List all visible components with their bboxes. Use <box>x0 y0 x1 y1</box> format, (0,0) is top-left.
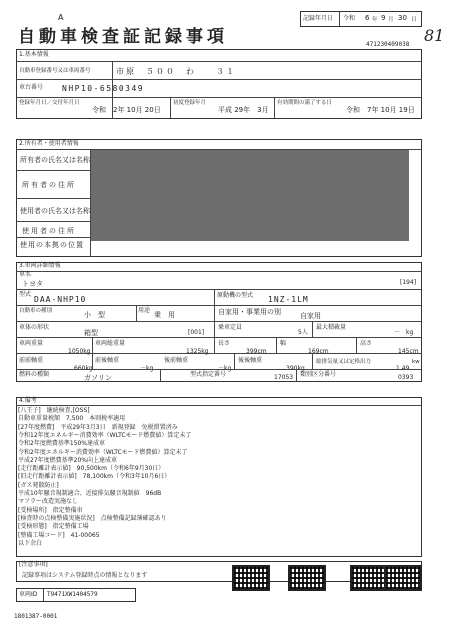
remark-line: マフラー改造実施なし <box>18 498 79 506</box>
sec2-title: 2.所有者・使用者情報 <box>19 140 79 147</box>
qr-code-icon <box>350 565 388 591</box>
remark-line: 平成27年度燃費基準20%向上達成車 <box>18 456 117 464</box>
record-date-year: 6 <box>365 14 370 22</box>
notes-title: [注意事項] <box>19 561 48 568</box>
width-value: 169cm <box>308 348 329 355</box>
sec4-title: 4.備考 <box>19 397 37 404</box>
chassis-number: NHP10-6580349 <box>62 84 145 93</box>
document-code: 471230409038 <box>366 41 410 48</box>
remark-line: [検査時の点検整備実施状況] 点検整備記録簿確認あり <box>18 514 167 522</box>
fr-value: －kg <box>140 365 154 372</box>
type-number: 17053 <box>274 374 294 381</box>
purpose-value: 自家用 <box>300 312 321 320</box>
rf-value: －kg <box>218 365 232 372</box>
maker-code: [194] <box>400 279 417 286</box>
model-value: DAA-NHP10 <box>34 295 87 304</box>
length-value: 399cm <box>246 348 267 355</box>
first-registration: 平成 29年 3月 <box>218 106 269 114</box>
record-date-label: 記録年月日 <box>303 15 334 22</box>
notes-text: 記録事項はシステム登録時点の情報となります <box>22 572 148 579</box>
document-title: 自動車検査証記録事項 <box>18 27 228 47</box>
vehicle-id-label: 車両ID <box>19 591 38 598</box>
remark-line: 平成10年騒音規制適合、近接排気騒音規制値 96dB <box>18 490 162 497</box>
owner-redaction <box>91 150 409 241</box>
use-value: 乗 用 <box>154 311 175 319</box>
registration-number: 市原 ５００ わ ３１ <box>116 67 236 76</box>
remark-line: 令和2年度燃費基準150%達成車 <box>18 440 105 448</box>
vehicle-id-box <box>16 588 136 602</box>
shape-value: 箱型 <box>84 329 98 337</box>
qr-code-icon <box>232 565 270 591</box>
engine-value: 1NZ-1LM <box>268 295 309 304</box>
kind-value: 小 型 <box>84 311 105 319</box>
height-value: 145cm <box>398 348 419 355</box>
letter-a: A <box>58 13 64 22</box>
remark-line: [受検場所] 指定整備車 <box>18 506 83 514</box>
remark-line: [27年度燃費] 平成29年3月3日 新規登録 免税措置済み <box>18 423 178 431</box>
record-date-day: 30 <box>398 14 407 22</box>
qr-code-icon <box>384 565 422 591</box>
remark-line: [整備工場コード] 41-00065 <box>18 531 100 539</box>
remark-line: 令和12年度エネルギー消費効率（WLTCモード燃費値）算定未了 <box>18 431 192 439</box>
ff-value: 660kg <box>74 365 93 372</box>
handwritten-mark: 81 <box>424 26 445 45</box>
rr-value: 390kg <box>286 365 305 372</box>
vehicle-id-value: T9471XW1404579 <box>47 591 98 598</box>
remark-line: [受検形態] 指定整備工場 <box>18 523 89 531</box>
maxload-value: － kg <box>394 329 414 336</box>
gross-value: 1325kg <box>186 348 209 355</box>
record-date-era: 令和 <box>343 15 356 22</box>
remark-line: [旧走行距離計表示値] 78,100km（令和3年10月6日） <box>18 473 171 481</box>
fuel-value: ガソリン <box>84 374 112 382</box>
weight-value: 1050kg <box>68 348 91 355</box>
sec1-title: 1.基本情報 <box>19 51 49 58</box>
remark-line: [ガス発散防止] <box>18 481 59 489</box>
expiry-date: 令和 7年 10月 19日 <box>346 106 415 114</box>
capacity-value: 5人 <box>298 329 308 336</box>
sec3-title: 3.車両詳細情報 <box>19 262 61 269</box>
registration-date: 令和 2年 10月 20日 <box>92 106 161 114</box>
remark-line: 自動車重量税額 7,500 本則税率適用 <box>18 415 126 423</box>
remark-line: [走行距離計表示値] 90,500km（令和6年9月30日） <box>18 465 165 473</box>
record-date-month: 9 <box>381 14 386 22</box>
maker-value: トヨタ <box>22 280 43 288</box>
class-number: 0393 <box>398 374 414 381</box>
remark-line: [八王子] 継続検査,[OSS] <box>18 407 90 414</box>
footer-code: 1801387-0001 <box>14 613 58 620</box>
record-date-box: 記録年月日 令和 6 年 9 月 30 日 <box>300 11 422 27</box>
remark-line: 令和2年度エネルギー消費効率（WLTCモード燃費値）算定未了 <box>18 448 188 456</box>
disp-value: 1.49 <box>396 365 410 372</box>
shape-code: [001] <box>188 329 205 336</box>
qr-code-icon <box>288 565 326 591</box>
remark-line: 以下余白 <box>18 539 43 547</box>
